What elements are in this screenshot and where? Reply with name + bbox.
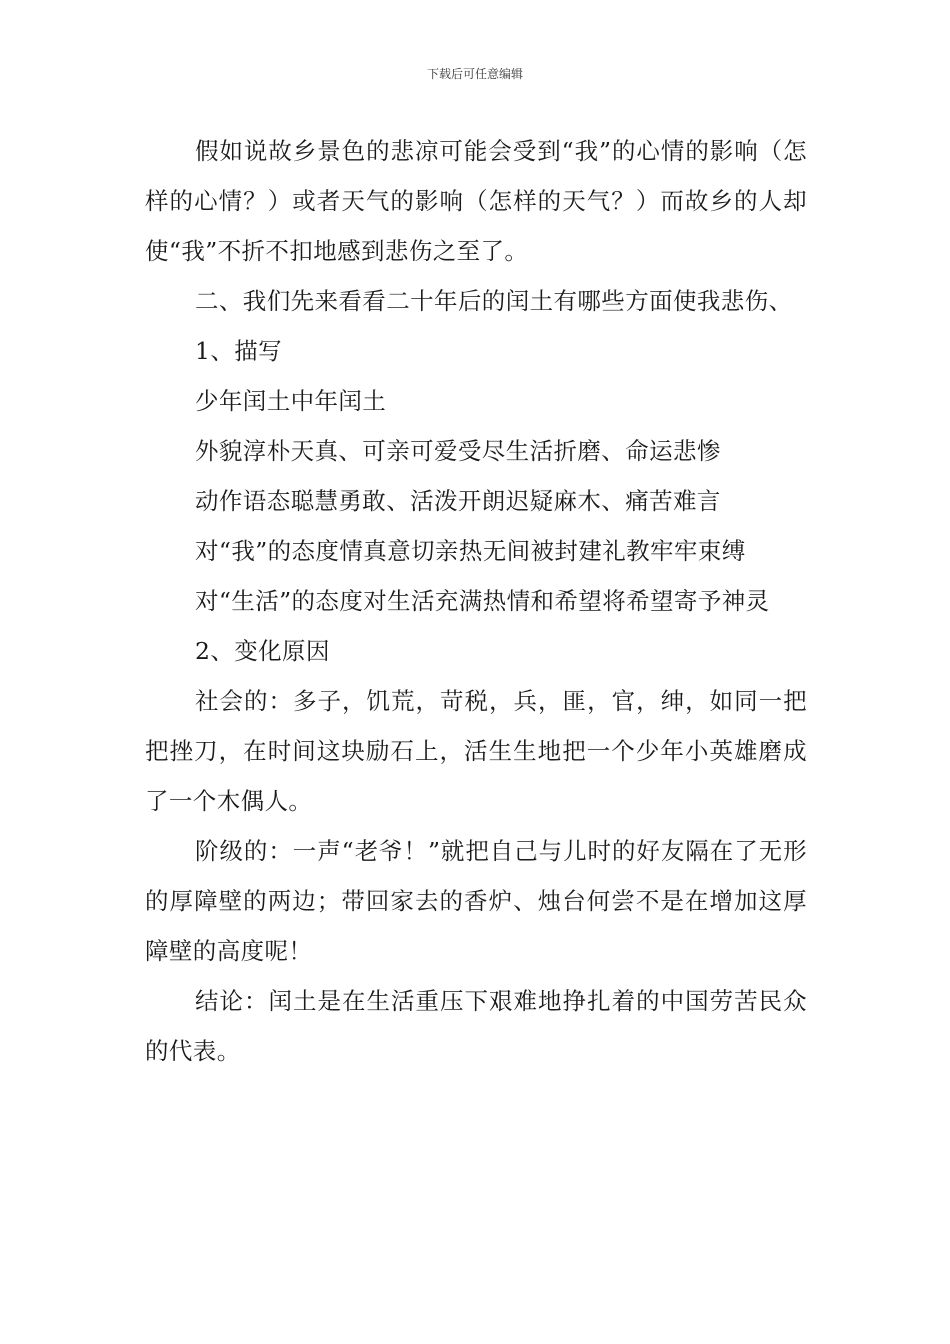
paragraph-attitude-me: 对“我”的态度情真意切亲热无间被封建礼教牢牢束缚 bbox=[195, 537, 746, 565]
document-body bbox=[145, 126, 807, 1076]
paragraph-section-two: 二、我们先来看看二十年后的闰土有哪些方面使我悲伤、 bbox=[195, 287, 793, 315]
paragraph-appearance: 外貌淳朴天真、可亲可爱受尽生活折磨、命运悲惨 bbox=[195, 437, 721, 465]
paragraph-description-heading: 1、描写 bbox=[195, 337, 283, 365]
paragraph-cause-heading: 2、变化原因 bbox=[195, 637, 330, 665]
page-header: 下载后可任意编辑 bbox=[426, 67, 523, 81]
paragraph-class-cause: 阶级的：一声“老爷！”就把自己与儿时的好友隔在了无形的厚障壁的两边；带回家去的香炉、烛台何尝不是在增加这厚障壁的高度呢！ bbox=[145, 837, 807, 965]
paragraph-action-speech: 动作语态聪慧勇敢、活泼开朗迟疑麻木、痛苦难言 bbox=[195, 487, 721, 515]
paragraph-social-cause: 社会的：多子，饥荒，苛税，兵，匪，官，绅，如同一把把挫刀，在时间这块励石上，活生生地把一个少年小英雄磨成了一个木偶人。 bbox=[145, 687, 807, 815]
paragraph-comparison-header: 少年闰土中年闰土 bbox=[195, 387, 387, 415]
paragraph-conclusion: 结论：闰土是在生活重压下艰难地挣扎着的中国劳苦民众的代表。 bbox=[145, 987, 807, 1065]
paragraph-scenery: 假如说故乡景色的悲凉可能会受到“我”的心情的影响（怎样的心情？）或者天气的影响（怎样的天气？）而故乡的人却使“我”不折不扣地感到悲伤之至了。 bbox=[145, 137, 807, 265]
paragraph-attitude-life: 对“生活”的态度对生活充满热情和希望将希望寄予神灵 bbox=[195, 587, 770, 615]
